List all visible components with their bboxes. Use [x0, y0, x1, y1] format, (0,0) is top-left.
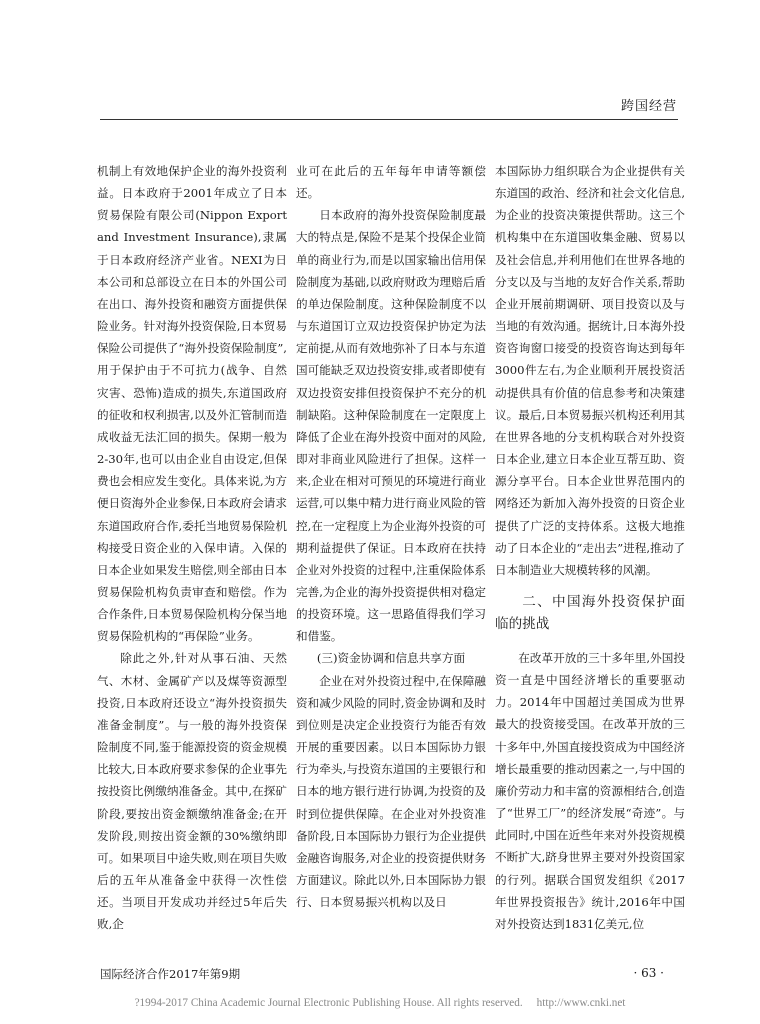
paragraph: 除此之外,针对从事石油、天然气、木材、金属矿产以及煤等资源型投资,日本政府还设立“海外投资损失准备金制度”。与一般的海外投资保险制度不同,鉴于能源投资的资金规模比较大,日本政府要求参保的企业事先按投资比例缴纳准备金。其中,在探矿阶段,要按出资金额缴纳准备金;在开发阶段,则按出资金额的30%缴纳即可。如果项目中途失败,则在项目失败后的五年从准备金中获得一次性偿还。当项目开发成功并经过5年后失败,企 [97, 651, 287, 932]
paragraph: 机制上有效地保护企业的海外投资利益。日本政府于2001年成立了日本贸易保险有限公司(Nippon Export and Investment Insurance),隶属于日本政府经济产业省。NEXI为日本公司和总部设立在日本的外国公司在出口、海外投资和融资方面提供保险业务。针对海外投资保险,日本贸易保险公司提供了“海外投资保险制度”,用于保护由于不可抗力(战争、自然灾害、恐怖)造成的损失,东道国政府的征收和权利损害,以及外汇管制而造成收益无法汇回的损失。保期一般为2-30年,也可以由企业自由设定,但保费也会相应发生变化。具体来说,为方便日资海外企业参保,日本政府会请求东道国政府合作,委托当地贸易保险机构接受日资企业的入保申请。入保的日本企业如果发生赔偿,则全部由日本贸易保险机构负责审查和赔偿。作为合作条件,日本贸易保险机构分保当地贸易保险机构的“再保险”业务。 [97, 164, 287, 644]
column-1 [97, 160, 287, 935]
journal-footer: 国际经济合作2017年第9期 [100, 967, 241, 981]
header-rule [100, 119, 678, 120]
copyright-url[interactable]: http://www.cnki.net [536, 997, 626, 1009]
paragraph: 业可在此后的五年每年申请等额偿还。 [296, 164, 486, 201]
paragraph: 企业在对外投资过程中,在保障融资和减少风险的同时,资金协调和及时到位则是决定企业投资行为能否有效开展的重要因素。以日本国际协力银行为牵头,与投资东道国的主要银行和日本的地方银行进行协调,为投资的及时到位提供保障。在企业对外投资准备阶段,日本国际协力银行为企业提供金融咨询服务,对企业的投资提供财务方面建议。除此以外,日本国际协力银行、日本贸易振兴机构以及日 [296, 673, 486, 910]
paragraph: 日本政府的海外投资保险制度最大的特点是,保险不是某个投保企业简单的商业行为,而是以国家输出信用保险制度为基础,以政府财政为理赔后盾的单边保险制度。这种保险制度不以与东道国订立双边投资保护协定为法定前提,从而有效地弥补了日本与东道国可能缺乏双边投资安排,或者即使有双边投资安排但投资保护不充分的机制缺陷。这种保险制度在一定限度上降低了企业在海外投资中面对的风险,即对非商业风险进行了担保。这样一来,企业在相对可预见的环境进行商业运营,可以集中精力进行商业风险的管控,在一定程度上为企业海外投资的可期利益提供了保证。日本政府在扶持企业对外投资的过程中,注重保险体系完善,为企业的海外投资提供相对稳定的投资环境。这一思路值得我们学习和借鉴。 [296, 208, 486, 644]
page-number: · 63 · [633, 966, 664, 980]
column-2 [296, 160, 486, 913]
copyright-line [0, 997, 760, 1009]
subsection-heading: (三)资金协调和信息共享方面 [316, 651, 466, 666]
copyright-text: ?1994-2017 China Academic Journal Electronic Publishing House. All rights reserved. [134, 997, 523, 1009]
section-header: 跨国经营 [620, 99, 677, 114]
section-heading: 二、中国海外投资保护面临的挑战 [495, 593, 685, 632]
paragraph: 在改革开放的三十多年里,外国投资一直是中国经济增长的重要驱动力。2014年中国超过美国成为世界最大的投资接受国。在改革开放的三十多年中,外国直接投资成为中国经济增长最重要的推动因素之一,与中国的廉价劳动力和丰富的资源相结合,创造了“世界工厂”的经济发展“奇迹”。与此同时,中国在近些年来对外投资规模不断扩大,跻身世界主要对外投资国家的行列。据联合国贸发组织《2017年世界投资报告》统计,2016年中国对外投资达到1831亿美元,位 [495, 650, 685, 931]
paragraph: 本国际协力组织联合为企业提供有关东道国的政治、经济和社会文化信息,为企业的投资决策提供帮助。这三个机构集中在东道国收集金融、贸易以及社会信息,并利用他们在世界各地的分支以及与当地的友好合作关系,帮助企业开展前期调研、项目投资以及与当地的有效沟通。据统计,日本海外投资咨询窗口接受的投资咨询达到每年3000件左右,为企业顺利开展投资活动提供具有价值的信息参考和决策建议。最后,日本贸易振兴机构还利用其在世界各地的分支机构联合对外投资日本企业,建立日本企业互帮互助、资源分享平台。日本企业世界范围内的网络还为新加入海外投资的日资企业提供了广泛的支持体系。这极大地推动了日本企业的“走出去”进程,推动了日本制造业大规模转移的风潮。 [495, 164, 685, 577]
column-3 [495, 160, 685, 935]
